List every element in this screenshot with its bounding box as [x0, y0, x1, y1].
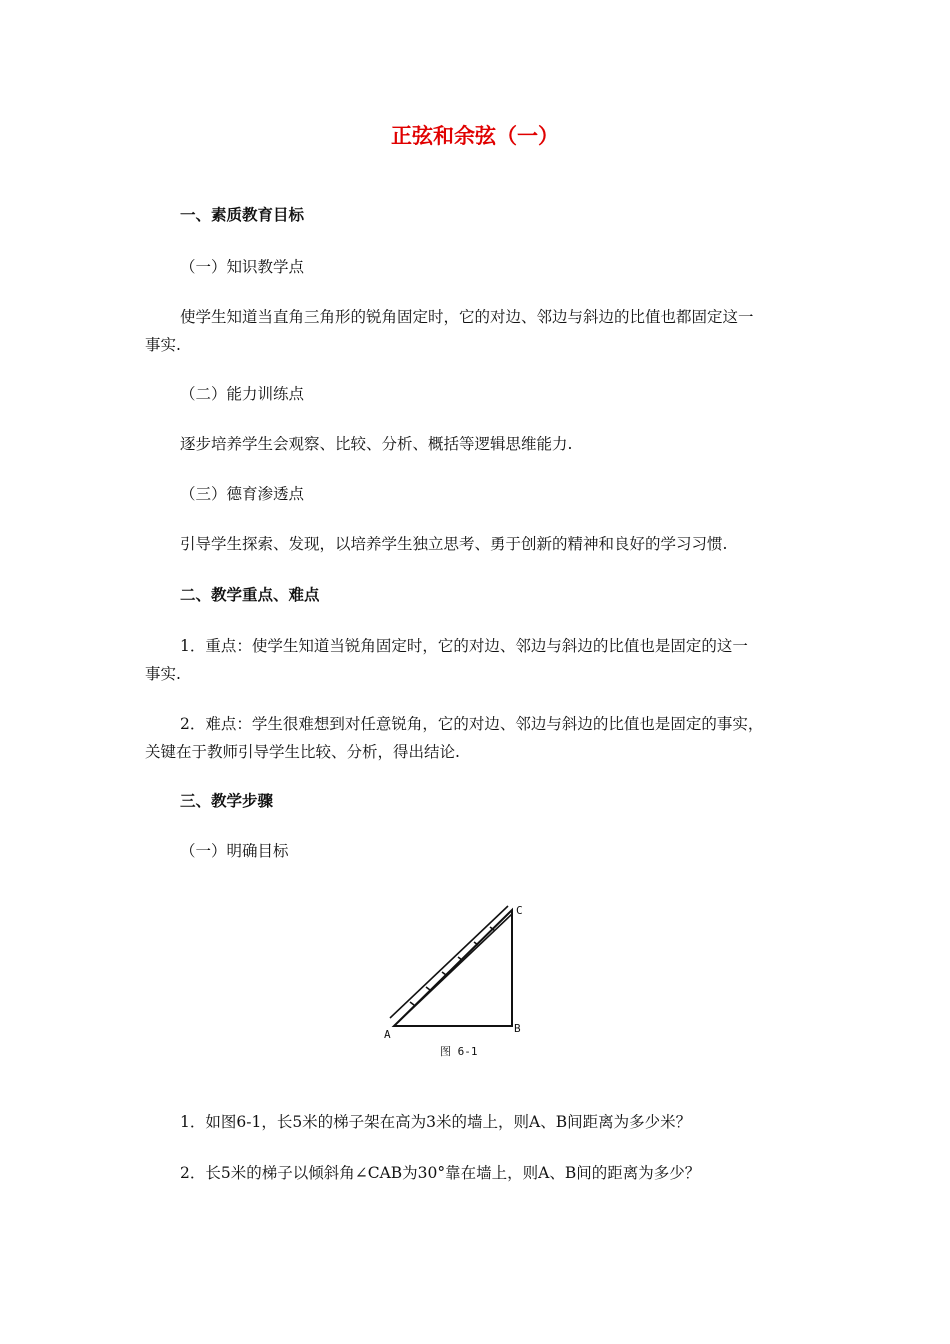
section-1-sub1-text-line2: 事实. [145, 336, 181, 354]
ladder-rung [426, 987, 430, 990]
section-1-sub2-text: 逐步培养学生会观察、比较、分析、概括等逻辑思维能力. [180, 435, 573, 453]
figure-caption: 图 6-1 [440, 1045, 478, 1058]
label-a: A [384, 1028, 391, 1041]
section-2-p2-line1: 2．难点：学生很难想到对任意锐角，它的对边、邻边与斜边的比值也是固定的事实， [180, 715, 764, 733]
ladder-rail-lower [394, 914, 512, 1026]
ladder-rung [410, 1002, 414, 1005]
page-title: 正弦和余弦（一） [391, 124, 559, 148]
section-1-sub3-text: 引导学生探索、发现，以培养学生独立思考、勇于创新的精神和良好的学习习惯. [180, 535, 728, 553]
section-1-heading: 一、素质教育目标 [180, 206, 305, 224]
label-b: B [514, 1022, 521, 1035]
ladder-triangle-figure [380, 898, 530, 1060]
ladder-rail-upper [390, 906, 508, 1018]
section-3-heading: 三、教学步骤 [180, 792, 274, 810]
question-2: 2．长5米的梯子以倾斜角∠CAB为30°靠在墙上，则A、B间的距离为多少？ [180, 1164, 701, 1182]
section-2-p1-line1: 1．重点：使学生知道当锐角固定时，它的对边、邻边与斜边的比值也是固定的这一 [180, 637, 748, 655]
section-2-p2-line2: 关键在于教师引导学生比较、分析，得出结论. [145, 743, 460, 761]
section-2-heading: 二、教学重点、难点 [180, 586, 320, 604]
section-1-sub3-heading: （三）德育渗透点 [180, 485, 305, 503]
section-1-sub1-heading: （一）知识教学点 [180, 258, 305, 276]
question-1: 1．如图6-1，长5米的梯子架在高为3米的墙上，则A、B间距离为多少米？ [180, 1113, 692, 1131]
label-c: C [516, 904, 523, 917]
section-3-sub1-heading: （一）明确目标 [180, 842, 289, 860]
section-1-sub1-text-line1: 使学生知道当直角三角形的锐角固定时，它的对边、邻边与斜边的比值也都固定这一 [180, 308, 754, 326]
section-1-sub2-heading: （二）能力训练点 [180, 385, 305, 403]
ladder-rung [442, 972, 446, 975]
section-2-p1-line2: 事实. [145, 665, 181, 683]
